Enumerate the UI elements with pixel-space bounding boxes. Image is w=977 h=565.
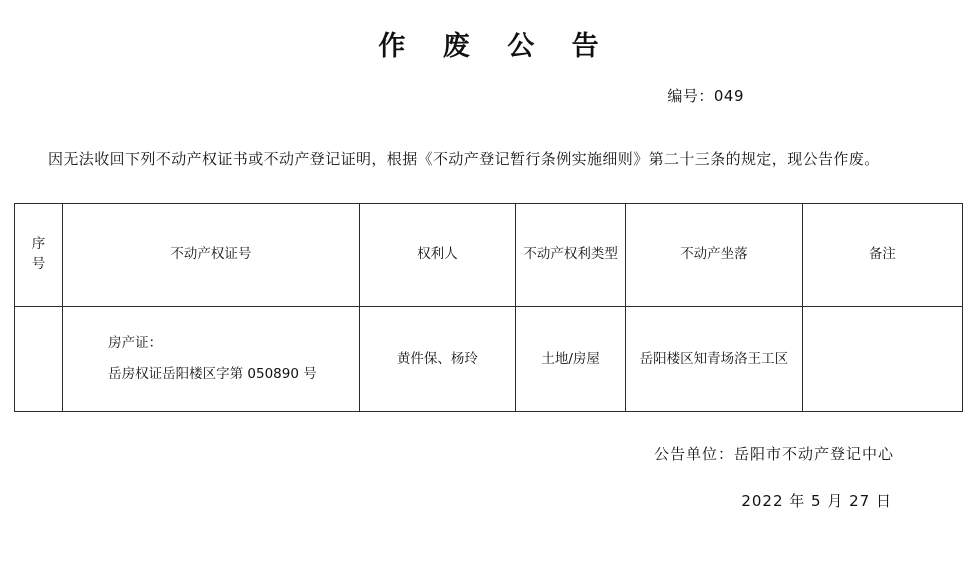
invalidation-table (14, 203, 963, 412)
cell-location: 岳阳楼区知青场洛王工区 (626, 307, 802, 412)
cell-owner: 黄件保、杨玲 (359, 307, 515, 412)
announcement-paragraph: 因无法收回下列不动产权证书或不动产登记证明，根据《不动产登记暂行条例实施细则》第二十三条的规定，现公告作废。 (48, 150, 880, 168)
issuing-organization: 公告单位：岳阳市不动产登记中心 (653, 445, 894, 463)
page-title: 作 废 公 告 (378, 31, 613, 62)
header-right-type: 不动产权利类型 (516, 204, 626, 307)
cell-certificate-number (63, 307, 360, 412)
cell-sequence (15, 307, 63, 412)
certificate-value: 岳房权证岳阳楼区字第 050890 号 (108, 366, 317, 382)
header-owner: 权利人 (359, 204, 515, 307)
header-location: 不动产坐落 (626, 204, 802, 307)
header-sequence (15, 204, 63, 307)
header-sequence-line1: 序 (31, 236, 46, 253)
document-number: 编号：049 (667, 87, 744, 105)
issue-date: 2022 年 5 月 27 日 (741, 492, 892, 510)
cell-note (802, 307, 962, 412)
document-footer (654, 443, 894, 511)
table-container (0, 203, 977, 412)
header-note: 备注 (802, 204, 962, 307)
table-row (15, 307, 963, 412)
header-certificate-number: 不动产权证号 (63, 204, 360, 307)
header-sequence-line2: 号 (31, 256, 46, 272)
table-header-row (15, 204, 963, 307)
certificate-label: 房产证： (108, 334, 163, 351)
cell-right-type: 土地/房屋 (516, 307, 626, 412)
